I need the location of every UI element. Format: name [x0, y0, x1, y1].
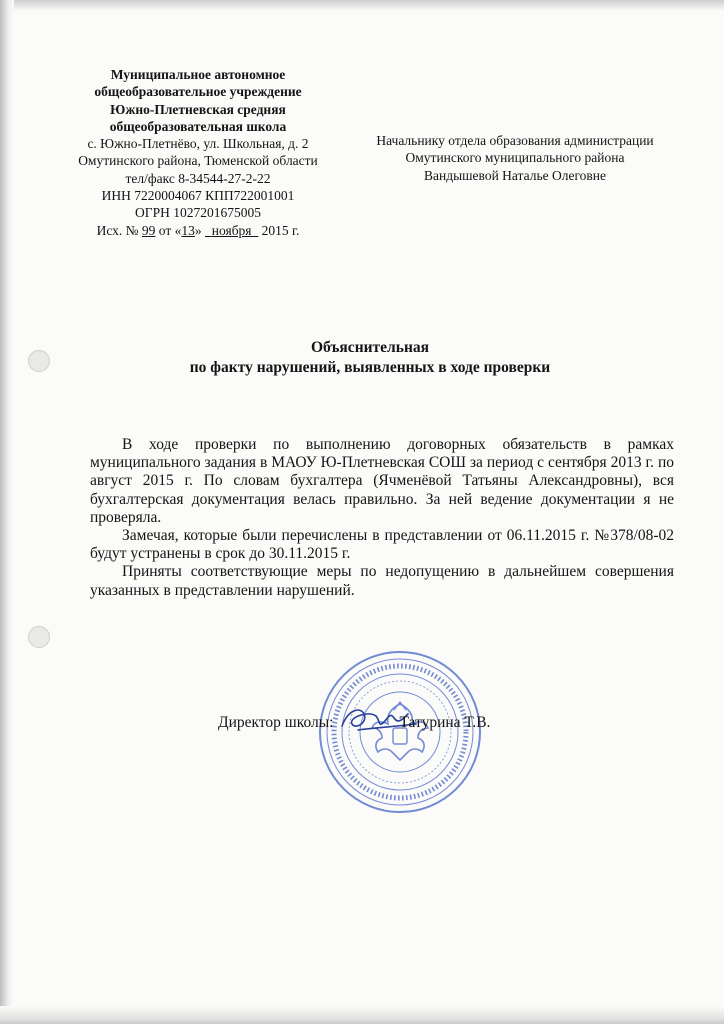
address-line: Омутинского района, Тюменской области [78, 153, 318, 169]
outgoing-month-text: ноября [211, 222, 252, 238]
recipient-line: Начальнику отдела образования администрации [376, 133, 654, 148]
outgoing-year: 2015 г. [261, 222, 300, 238]
org-name-line: общеобразовательная школа [109, 118, 287, 134]
body-paragraph: Замечая, которые были перечислены в представлении от 06.11.2015 г. №378/08-02 будут устранены в срок до 30.11.2015 г. [90, 527, 674, 563]
signer-position: Директор школы: [218, 714, 334, 731]
outgoing-number: 99 [141, 222, 156, 238]
org-name-line: Южно-Плетневская средняя [110, 101, 286, 117]
org-name-line: Муниципальное автономное [110, 67, 286, 82]
punch-hole-icon [28, 626, 50, 648]
ogrn-line: ОГРН 1027201675005 [135, 205, 261, 221]
scan-edge-top [0, 0, 724, 10]
outgoing-from: от « [158, 222, 182, 238]
outgoing-prefix: Исх. № [96, 222, 139, 238]
body-paragraph: В ходе проверки по выполнению договорных обязательств в рамках муниципального задания в МАОУ Ю-Плетневская СОШ за период с сентября 2013 г. по август 2015 г. По словам бухгалтера (Ячменёвой Татьяны Александровны), вся бухгалтерская документация велась правильно. За ней ведение документации я не проверяла. [90, 436, 674, 526]
recipient-line: Омутинского муниципального района [405, 150, 625, 166]
body-paragraph: Приняты соответствующие меры по недопущению в дальнейшем совершения указанных в представлении нарушений. [90, 563, 674, 599]
signer-name: Татурина Т.В. [399, 714, 491, 731]
sender-block [58, 66, 338, 239]
org-name-line: общеобразовательное учреждение [94, 84, 302, 100]
outgoing-month [205, 223, 258, 238]
document-title [100, 338, 640, 378]
phone-line: тел/факс 8-34544-27-2-22 [125, 170, 271, 186]
signature-line [218, 714, 490, 732]
document-body [90, 436, 674, 600]
scan-edge-bottom [0, 1006, 724, 1024]
recipient-line: Вандышевой Наталье Олеговне [423, 167, 607, 183]
title-line: Объяснительная [310, 339, 430, 356]
recipient-block [340, 132, 690, 184]
outgoing-day: 13 [181, 222, 195, 238]
inn-line: ИНН 7220004067 КПП722001001 [101, 188, 295, 204]
scan-edge-left [0, 0, 14, 1024]
outgoing-quote: » [194, 222, 202, 238]
address-line: с. Южно-Плетнёво, ул. Школьная, д. 2 [87, 136, 309, 152]
punch-hole-icon [28, 350, 50, 372]
title-line: по факту нарушений, выявленных в ходе проверки [189, 359, 551, 376]
outgoing-ref [58, 222, 338, 239]
